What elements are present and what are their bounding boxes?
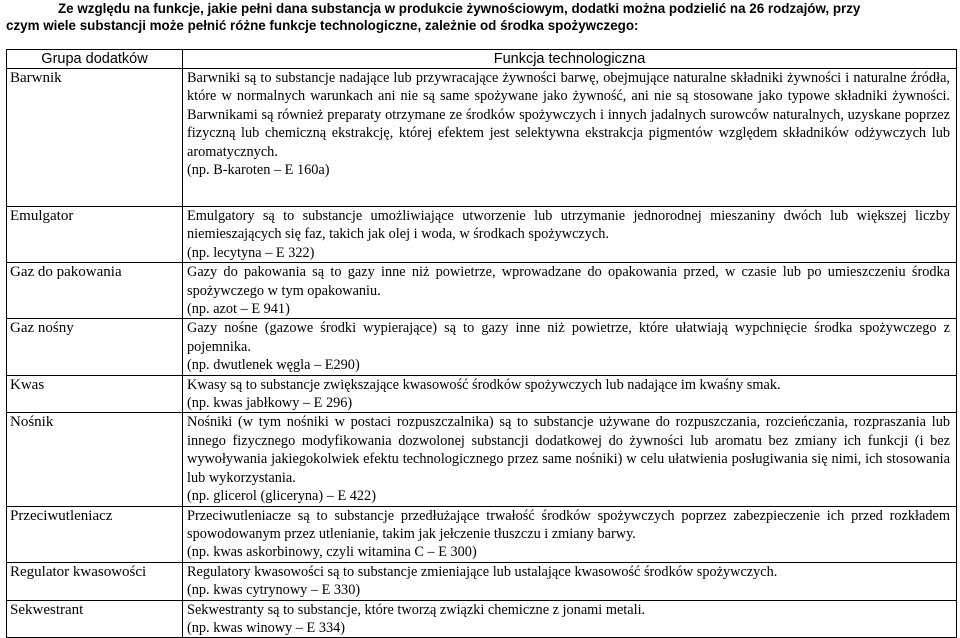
table-row [7, 506, 957, 562]
group-cell: Nośnik [7, 413, 183, 506]
intro-line-1: Ze względu na funkcje, jakie pełni dana substancja w produkcie żywnościowym, dodatki można podzielić na 26 rodzajów, przy [58, 1, 861, 16]
function-description: Regulatory kwasowości są to substancje zmieniające lub ustalające kwasowość środków spożywczych. [187, 563, 778, 580]
additives-table [6, 49, 957, 638]
group-cell: Sekwestrant [7, 600, 183, 638]
group-cell: Emulgator [7, 207, 183, 263]
function-example: (np. glicerol (gliceryna) – E 422) [187, 488, 376, 505]
function-description: Nośniki (w tym nośniki w postaci rozpuszczalnika) są to substancje używane do rozpuszczania, rozcieńczania, rozpraszania lub innego fizycznego modyfikowania dozwolonej substancji dodatkowej do żywności lub aromatu bez zmiany ich funkcji (i bez wywoływania jakiegokolwiek efektu technologicznego przez same nośniki) w celu ułatwienia posługiwania się nimi, ich stosowania lub wykorzystania. [187, 414, 950, 486]
table-row [7, 319, 957, 375]
group-cell: Barwnik [7, 69, 183, 207]
intro-paragraph [6, 0, 952, 34]
function-description: Kwasy są to substancje zwiększające kwasowość środków spożywczych lub nadające im kwaśny smak. [187, 376, 781, 393]
function-description: Emulgatory są to substancje umożliwiające utworzenie lub utrzymanie jednorodnej mieszaniny dwóch lub większej liczby niemieszających się faz, takich jak olej i woda, w środkach spożywczych. [187, 208, 950, 243]
function-cell [183, 375, 957, 413]
table-row [7, 600, 957, 638]
function-description: Przeciwutleniacze są to substancje przedłużające trwałość środków spożywczych poprzez zabezpieczenie ich przed rozkładem spowodowanym przez utlenianie, takim jak jełczenie tłuszczu i zmiany barwy. [187, 507, 950, 542]
table-row [7, 263, 957, 319]
function-cell [183, 69, 957, 207]
function-cell [183, 263, 957, 319]
group-cell: Gaz do pakowania [7, 263, 183, 319]
table-row [7, 69, 957, 207]
function-example: (np. kwas jabłkowy – E 296) [187, 395, 353, 412]
function-example: (np. azot – E 941) [187, 301, 290, 318]
function-description: Sekwestranty są to substancje, które tworzą związki chemiczne z jonami metali. [187, 601, 646, 618]
table-row [7, 375, 957, 413]
group-cell: Regulator kwasowości [7, 562, 183, 600]
function-description: Barwniki są to substancje nadające lub przywracające żywności barwę, obejmujące naturalne składniki żywności i naturalne źródła, które w normalnych warunkach ani nie są same spożywane jako żywność, ani nie są stosowane jako typowe składniki żywności. Barwnikami są również preparaty otrzymane ze środków spożywczych i innych jadalnych surowców naturalnych, uzyskane poprzez fizyczną lub chemiczną ekstrakcję, której efektem jest selektywna ekstrakcja pigmentów względem składników odżywczych lub aromatycznych. [187, 70, 950, 160]
table-row [7, 207, 957, 263]
function-cell [183, 600, 957, 638]
group-cell: Gaz nośny [7, 319, 183, 375]
function-cell [183, 562, 957, 600]
function-cell [183, 506, 957, 562]
intro-line-2: czym wiele substancji może pełnić różne funkcje technologiczne, zależnie od środka spożywczego: [6, 18, 639, 33]
function-example: (np. kwas winowy – E 334) [187, 619, 346, 636]
function-example: (np. kwas askorbinowy, czyli witamina C – E 300) [187, 544, 477, 561]
function-cell [183, 413, 957, 506]
function-example: (np. dwutlenek węgla – E290) [187, 357, 360, 374]
function-example: (np. kwas cytrynowy – E 330) [187, 582, 361, 599]
table-header-row [7, 50, 957, 69]
function-cell [183, 319, 957, 375]
function-example: (np. lecytyna – E 322) [187, 244, 315, 261]
table-row [7, 562, 957, 600]
function-example: (np. B-karoten – E 160a) [187, 162, 330, 179]
group-cell: Przeciwutleniacz [7, 506, 183, 562]
function-cell [183, 207, 957, 263]
group-cell: Kwas [7, 375, 183, 413]
header-function: Funkcja technologiczna [183, 50, 957, 69]
table-row [7, 413, 957, 506]
function-description: Gazy do pakowania są to gazy inne niż powietrze, wprowadzane do opakowania przed, w czasie lub po umieszczeniu środka spożywczego w tym opakowaniu. [187, 264, 950, 299]
header-group: Grupa dodatków [7, 50, 183, 69]
function-description: Gazy nośne (gazowe środki wypierające) są to gazy inne niż powietrze, które ułatwiają wypchnięcie środka spożywczego z pojemnika. [187, 320, 950, 355]
